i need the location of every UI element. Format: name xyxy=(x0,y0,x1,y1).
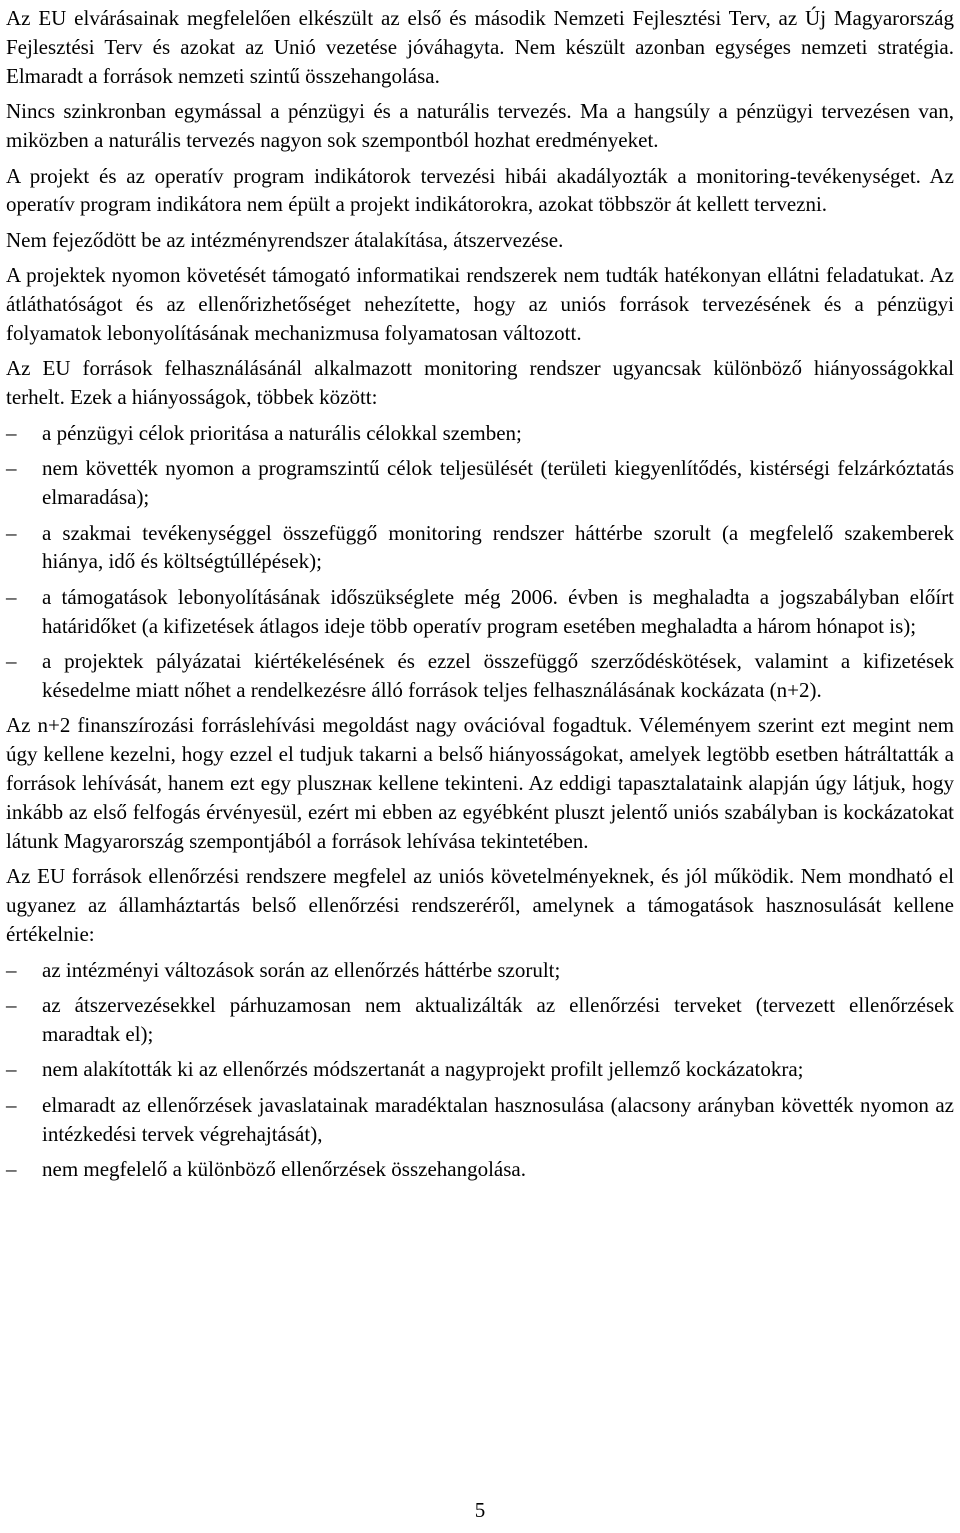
list-item xyxy=(6,1091,954,1149)
list-item-text: az átszervezésekkel párhuzamosan nem aktualizálták az ellenőrzési terveket (tervezett ellenőrzések maradtak el); xyxy=(42,993,954,1046)
dash-bullet: – xyxy=(6,456,17,481)
page-number: 5 xyxy=(474,1498,486,1522)
list-item-text: a támogatások lebonyolításának időszükséglete még 2006. évben is meghaladta a jogszabályban előírt határidőket (a kifizetések átlagos ideje több operatív program esetében meghaladta a három hónapot is); xyxy=(42,584,954,638)
paragraph: Nincs szinkronban egymással a pénzügyi és a naturális tervezés. Ma a hangsúly a pénzügyi tervezésen van, miközben a naturális tervezés nagyon sok szempontból hozhat eredményeket. xyxy=(6,99,954,153)
dash-bullet: – xyxy=(6,520,17,545)
list-item xyxy=(6,1055,954,1084)
list-item xyxy=(6,454,954,512)
deficiency-list xyxy=(6,419,954,705)
document-page xyxy=(6,4,954,1191)
paragraph: Az EU források felhasználásánál alkalmazott monitoring rendszer ugyancsak különböző hiányosságokkal terhelt. Ezek a hiányosságok, többek között: xyxy=(6,356,954,410)
dash-bullet: – xyxy=(6,1092,17,1117)
list-item-text: a projektek pályázatai kiértékelésének és ezzel összefüggő szerződéskötések, valamint a kifizetések késedelme miatt nőhet a rendelkezésre álló források teljes felhasználásának kockázata (n+2). xyxy=(42,649,954,703)
list-item-text: nem alakították ki az ellenőrzés módszertanát a nagyprojekt profilt jellemző kockázatokra; xyxy=(42,1057,804,1082)
dash-bullet: – xyxy=(6,1057,17,1082)
dash-bullet: – xyxy=(6,420,17,445)
paragraph: Az EU elvárásainak megfelelően elkészült az első és második Nemzeti Fejlesztési Terv, az Új Magyarország Fejlesztési Terv és azokat az Unió vezetése jóváhagyta. Nem készült azonban egységes nemzeti stratégia. Elmaradt a források nemzeti szintű összehangolása. xyxy=(6,6,954,88)
list-item-text: az intézményi változások során az ellenőrzés háttérbe szorult; xyxy=(42,957,561,982)
list-item xyxy=(6,1155,954,1184)
paragraph: Az n+2 finanszírozási forráslehívási megoldást nagy ovációval fogadtuk. Véleményem szerint ezt megint nem úgy kellene kezelni, hogy ezzel el tudjuk takarni a belső hiányosságokat, amelyek legtöbb esetben hátráltatták a források lehívását, hanem ezt egy pluszнак kellene tekinteni. Az eddigi tapasztalataink alapján úgy látjuk, hogy inkább az első felfogás érvényesül, ezért mi ebben az egyébként pluszt jelentő uniós szabályban is kockázatokat látunk Magyarország szempontjából a források lehívása tekintetében. xyxy=(6,713,954,854)
list-item-text: nem megfelelő a különböző ellenőrzések összehangolása. xyxy=(42,1157,526,1182)
dash-bullet: – xyxy=(6,649,17,674)
list-item xyxy=(6,956,954,985)
dash-bullet: – xyxy=(6,993,17,1018)
dash-bullet: – xyxy=(6,584,17,609)
dash-bullet: – xyxy=(6,1157,17,1182)
list-item-text: a pénzügyi célok prioritása a naturális célokkal szemben; xyxy=(42,420,522,445)
list-item xyxy=(6,647,954,705)
paragraph: Nem fejeződött be az intézményrendszer átalakítása, átszervezése. xyxy=(6,227,564,252)
list-item xyxy=(6,583,954,641)
list-item-text: nem követték nyomon a programszintű célok teljesülését (területi kiegyenlítődés, kistérségi felzárkóztatás elmaradása); xyxy=(42,456,954,510)
paragraph: Az EU források ellenőrzési rendszere megfelel az uniós követelményeknek, és jól működik. Nem mondható el ugyanez az államháztartás belső ellenőrzési rendszeréről, amelynek a támogatások hasznosulását kellene értékelnie: xyxy=(6,864,954,947)
paragraph: A projektek nyomon követését támogató informatikai rendszerek nem tudták hatékonyan ellátni feladatukat. Az átláthatóságot és az ellenőrizhetőséget nehezítette, hogy az uniós források tervezésének és a pénzügyi folyamatok lebonyolításának mechanizmusa folyamatosan változott. xyxy=(6,263,954,346)
paragraph: A projekt és az operatív program indikátorok tervezési hibái akadályozták a monitoring-tevékenységet. Az operatív program indikátora nem épült a projekt indikátorokra, azokat többször át kellett tervezni. xyxy=(6,163,954,217)
list-item-text: a szakmai tevékenységgel összefüggő monitoring rendszer háttérbe szorult (a megfelelő szakemberek hiánya, idő és költségtúllépések); xyxy=(42,520,954,574)
list-item-text: elmaradt az ellenőrzések javaslatainak maradéktalan hasznosulása (alacsony arányban követték nyomon az intézkedési tervek végrehajtását), xyxy=(42,1092,954,1146)
list-item xyxy=(6,519,954,577)
list-item xyxy=(6,991,954,1049)
list-item xyxy=(6,419,954,448)
dash-bullet: – xyxy=(6,957,17,982)
control-list xyxy=(6,956,954,1184)
